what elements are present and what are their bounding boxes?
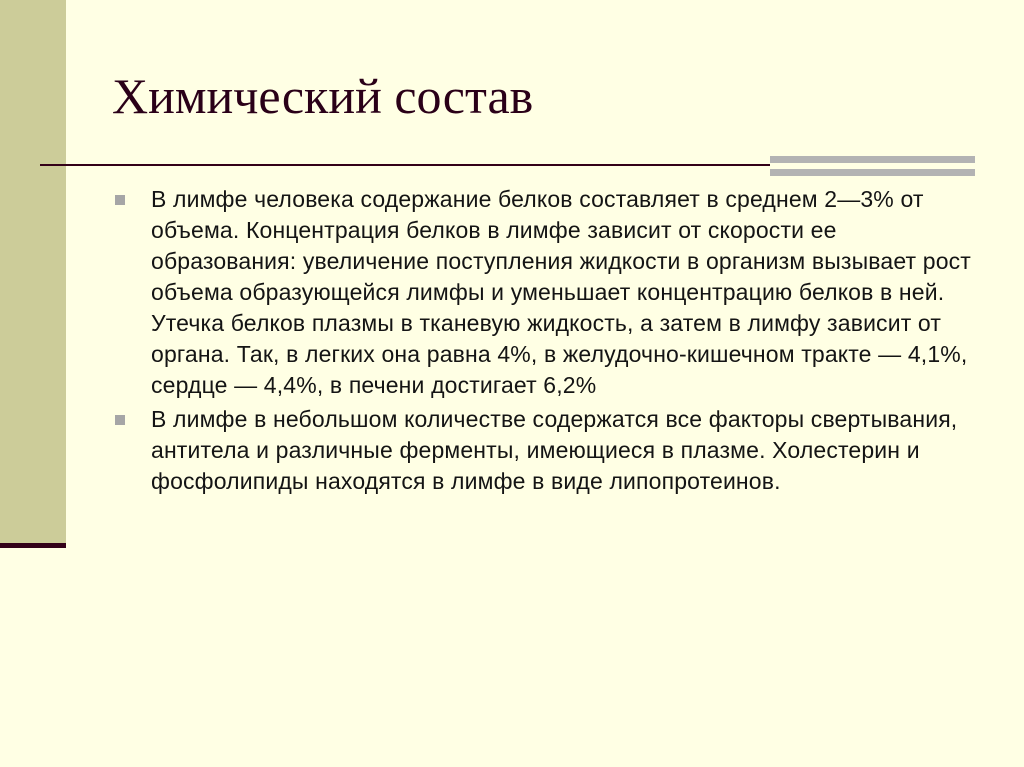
bullet-item-coagulation-factors xyxy=(112,404,972,497)
square-bullet-icon xyxy=(115,415,125,425)
bullet-item-protein-content xyxy=(112,184,972,401)
bullet-text: В лимфе в небольшом количестве содержатся все факторы свертывания, антитела и различные ферменты, имеющиеся в плазме. Холестерин и фосфолипиды находятся в лимфе в виде липопротеинов. xyxy=(151,406,958,494)
accent-stripe-top xyxy=(770,156,975,163)
bullet-list xyxy=(112,184,972,500)
bullet-text: В лимфе человека содержание белков составляет в среднем 2—3% от объема. Концентрация белков в лимфе зависит от скорости ее образования: увеличение поступления жидкости в организм вызывает рост объема образующейся лимфы и уменьшает концентрацию белков в ней. Утечка белков плазмы в тканевую жидкость, а затем в лимфу зависит от органа. Так, в легких она равна 4%, в желудочно-кишечном тракте — 4,1%, сердце — 4,4%, в печени достигает 6,2% xyxy=(151,186,971,398)
left-decorative-band xyxy=(0,0,66,546)
square-bullet-icon xyxy=(115,195,125,205)
left-band-rule xyxy=(0,543,66,548)
accent-stripe-bottom xyxy=(770,169,975,176)
title-underline xyxy=(40,164,770,166)
accent-bar xyxy=(770,156,975,178)
slide-title: Химический состав xyxy=(112,68,534,124)
